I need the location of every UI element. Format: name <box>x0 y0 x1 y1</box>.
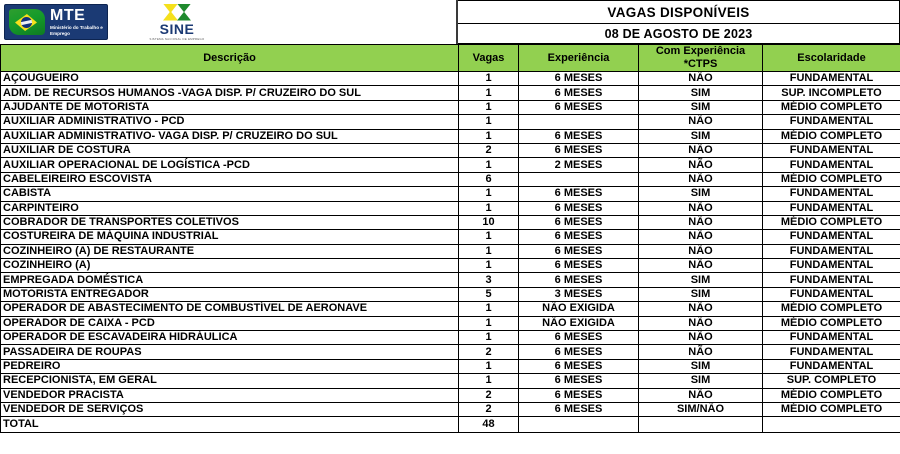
cell-ctps: NÃO <box>639 215 763 229</box>
title-zone <box>458 0 900 44</box>
cell-descricao: CABELEIREIRO ESCOVISTA <box>1 172 459 186</box>
cell-ctps: NÃO <box>639 244 763 258</box>
cell-vagas: 1 <box>459 302 519 316</box>
mte-logo <box>4 4 108 40</box>
cell-vagas: 1 <box>459 374 519 388</box>
page-title: VAGAS DISPONÍVEIS <box>458 0 900 23</box>
cell-escolaridade: FUNDAMENTAL <box>763 359 900 373</box>
cell-escolaridade: FUNDAMENTAL <box>763 201 900 215</box>
cell-descricao: CARPINTEIRO <box>1 201 459 215</box>
cell-experiencia: 6 MESES <box>519 244 639 258</box>
cell-vagas: 1 <box>459 115 519 129</box>
cell-escolaridade: FUNDAMENTAL <box>763 72 900 86</box>
logo-zone <box>0 0 458 44</box>
cell-ctps: SIM/NÃO <box>639 402 763 416</box>
cell-escolaridade: FUNDAMENTAL <box>763 331 900 345</box>
cell-ctps: SIM <box>639 100 763 114</box>
cell-experiencia: 6 MESES <box>519 129 639 143</box>
cell-experiencia: 2 MESES <box>519 158 639 172</box>
cell-ctps: NÃO <box>639 230 763 244</box>
table-row <box>1 259 900 273</box>
cell-total-escolaridade <box>763 417 900 433</box>
cell-experiencia: 6 MESES <box>519 388 639 402</box>
cell-ctps: NÃO <box>639 316 763 330</box>
cell-descricao: OPERADOR DE ESCAVADEIRA HIDRÁULICA <box>1 331 459 345</box>
sine-mark-icon <box>163 4 191 21</box>
cell-vagas: 1 <box>459 316 519 330</box>
cell-experiencia: 6 MESES <box>519 331 639 345</box>
column-header-com-experiencia-ctps <box>639 45 763 72</box>
cell-descricao: AUXILIAR ADMINISTRATIVO - PCD <box>1 115 459 129</box>
cell-escolaridade: MÉDIO COMPLETO <box>763 388 900 402</box>
ctps-header-line2: *CTPS <box>683 58 718 70</box>
table-row <box>1 402 900 416</box>
cell-ctps: NÃO <box>639 388 763 402</box>
cell-ctps: NÃO <box>639 115 763 129</box>
cell-experiencia: NÃO EXIGIDA <box>519 302 639 316</box>
cell-experiencia: 6 MESES <box>519 143 639 157</box>
cell-ctps: NÃO <box>639 201 763 215</box>
table-row <box>1 359 900 373</box>
cell-ctps: SIM <box>639 273 763 287</box>
cell-experiencia: NÃO EXIGIDA <box>519 316 639 330</box>
cell-ctps: SIM <box>639 187 763 201</box>
table-row <box>1 187 900 201</box>
table-row <box>1 302 900 316</box>
cell-descricao: COBRADOR DE TRANSPORTES COLETIVOS <box>1 215 459 229</box>
cell-vagas: 1 <box>459 230 519 244</box>
mte-subtitle: Ministério do Trabalho e Emprego <box>50 24 103 36</box>
cell-experiencia <box>519 172 639 186</box>
cell-experiencia: 3 MESES <box>519 287 639 301</box>
cell-escolaridade: FUNDAMENTAL <box>763 259 900 273</box>
cell-experiencia: 6 MESES <box>519 187 639 201</box>
cell-escolaridade: SUP. COMPLETO <box>763 374 900 388</box>
cell-descricao: PEDREIRO <box>1 359 459 373</box>
cell-experiencia: 6 MESES <box>519 201 639 215</box>
cell-vagas: 2 <box>459 388 519 402</box>
cell-escolaridade: FUNDAMENTAL <box>763 230 900 244</box>
cell-experiencia: 6 MESES <box>519 230 639 244</box>
cell-experiencia: 6 MESES <box>519 215 639 229</box>
cell-ctps: NÃO <box>639 259 763 273</box>
cell-experiencia <box>519 115 639 129</box>
cell-descricao: COZINHEIRO (A) <box>1 259 459 273</box>
table-body <box>1 72 900 433</box>
cell-ctps: NÃO <box>639 331 763 345</box>
cell-ctps: SIM <box>639 359 763 373</box>
table-row <box>1 172 900 186</box>
cell-vagas: 1 <box>459 72 519 86</box>
cell-vagas: 10 <box>459 215 519 229</box>
cell-ctps: NÃO <box>639 172 763 186</box>
cell-total-vagas: 48 <box>459 417 519 433</box>
table-head <box>1 45 900 72</box>
cell-vagas: 1 <box>459 187 519 201</box>
cell-vagas: 1 <box>459 86 519 100</box>
cell-total-experiencia <box>519 417 639 433</box>
sheet-top-band <box>0 0 900 44</box>
cell-descricao: OPERADOR DE ABASTECIMENTO DE COMBUSTÍVEL DE AERONAVE <box>1 302 459 316</box>
cell-escolaridade: MÉDIO COMPLETO <box>763 172 900 186</box>
table-row <box>1 215 900 229</box>
page-date: 08 DE AGOSTO DE 2023 <box>458 23 900 44</box>
cell-descricao: CABISTA <box>1 187 459 201</box>
cell-escolaridade: MÉDIO COMPLETO <box>763 316 900 330</box>
column-header-escolaridade: Escolaridade <box>763 45 900 72</box>
cell-escolaridade: FUNDAMENTAL <box>763 158 900 172</box>
cell-escolaridade: MÉDIO COMPLETO <box>763 100 900 114</box>
cell-experiencia: 6 MESES <box>519 72 639 86</box>
sine-wordmark: SINE <box>159 20 195 37</box>
cell-descricao: VENDEDOR PRACISTA <box>1 388 459 402</box>
cell-descricao: VENDEDOR DE SERVIÇOS <box>1 402 459 416</box>
cell-escolaridade: SUP. INCOMPLETO <box>763 86 900 100</box>
cell-experiencia: 6 MESES <box>519 259 639 273</box>
cell-escolaridade: MÉDIO COMPLETO <box>763 215 900 229</box>
ctps-header-line1: Com Experiência <box>655 45 746 57</box>
table-row <box>1 115 900 129</box>
cell-vagas: 1 <box>459 129 519 143</box>
sine-logo <box>146 2 208 42</box>
cell-descricao: EMPREGADA DOMÉSTICA <box>1 273 459 287</box>
cell-total-ctps <box>639 417 763 433</box>
table-row <box>1 230 900 244</box>
mte-acronym: MTE <box>50 6 86 24</box>
column-header-experiencia: Experiência <box>519 45 639 72</box>
column-header-vagas: Vagas <box>459 45 519 72</box>
cell-ctps: NÃO <box>639 302 763 316</box>
cell-escolaridade: FUNDAMENTAL <box>763 115 900 129</box>
cell-vagas: 2 <box>459 345 519 359</box>
table-row <box>1 331 900 345</box>
cell-descricao: RECEPCIONISTA, EM GERAL <box>1 374 459 388</box>
table-row <box>1 158 900 172</box>
cell-experiencia: 6 MESES <box>519 86 639 100</box>
cell-ctps: SIM <box>639 374 763 388</box>
cell-ctps: SIM <box>639 86 763 100</box>
cell-vagas: 1 <box>459 201 519 215</box>
cell-experiencia: 6 MESES <box>519 359 639 373</box>
table-row <box>1 388 900 402</box>
cell-experiencia: 6 MESES <box>519 345 639 359</box>
cell-escolaridade: FUNDAMENTAL <box>763 345 900 359</box>
cell-escolaridade: FUNDAMENTAL <box>763 187 900 201</box>
cell-descricao: PASSADEIRA DE ROUPAS <box>1 345 459 359</box>
cell-vagas: 5 <box>459 287 519 301</box>
sine-tagline: SISTEMA NACIONAL DE EMPREGO <box>149 36 205 41</box>
cell-escolaridade: MÉDIO COMPLETO <box>763 302 900 316</box>
cell-experiencia: 6 MESES <box>519 402 639 416</box>
cell-descricao: OPERADOR DE CAIXA - PCD <box>1 316 459 330</box>
cell-ctps: SIM <box>639 129 763 143</box>
table-row <box>1 244 900 258</box>
cell-ctps: NÃO <box>639 158 763 172</box>
cell-escolaridade: FUNDAMENTAL <box>763 287 900 301</box>
table-row <box>1 86 900 100</box>
cell-experiencia: 6 MESES <box>519 374 639 388</box>
cell-escolaridade: FUNDAMENTAL <box>763 143 900 157</box>
cell-descricao: AUXILIAR DE COSTURA <box>1 143 459 157</box>
cell-vagas: 6 <box>459 172 519 186</box>
cell-vagas: 1 <box>459 158 519 172</box>
cell-escolaridade: FUNDAMENTAL <box>763 244 900 258</box>
cell-vagas: 1 <box>459 244 519 258</box>
brazil-flag-icon <box>8 7 46 37</box>
cell-descricao: AUXILIAR OPERACIONAL DE LOGÍSTICA -PCD <box>1 158 459 172</box>
table-row <box>1 100 900 114</box>
cell-vagas: 1 <box>459 331 519 345</box>
table-row <box>1 201 900 215</box>
cell-descricao: AÇOUGUEIRO <box>1 72 459 86</box>
cell-descricao: COSTUREIRA DE MÁQUINA INDUSTRIAL <box>1 230 459 244</box>
header-row <box>1 45 900 72</box>
vacancies-table <box>0 44 900 433</box>
cell-descricao: COZINHEIRO (A) DE RESTAURANTE <box>1 244 459 258</box>
cell-experiencia: 6 MESES <box>519 273 639 287</box>
table-row <box>1 129 900 143</box>
column-header-descricao: Descrição <box>1 45 459 72</box>
table-row <box>1 273 900 287</box>
cell-ctps: SIM <box>639 287 763 301</box>
cell-escolaridade: FUNDAMENTAL <box>763 273 900 287</box>
cell-descricao: ADM. DE RECURSOS HUMANOS -VAGA DISP. P/ CRUZEIRO DO SUL <box>1 86 459 100</box>
cell-escolaridade: MÉDIO COMPLETO <box>763 129 900 143</box>
cell-ctps: NÃO <box>639 345 763 359</box>
cell-vagas: 1 <box>459 259 519 273</box>
cell-vagas: 2 <box>459 143 519 157</box>
cell-experiencia: 6 MESES <box>519 100 639 114</box>
cell-descricao: MOTORISTA ENTREGADOR <box>1 287 459 301</box>
table-row <box>1 287 900 301</box>
table-row <box>1 316 900 330</box>
cell-ctps: NÃO <box>639 72 763 86</box>
table-row <box>1 345 900 359</box>
cell-descricao: AJUDANTE DE MOTORISTA <box>1 100 459 114</box>
table-row <box>1 374 900 388</box>
cell-vagas: 1 <box>459 359 519 373</box>
table-row <box>1 143 900 157</box>
table-row <box>1 72 900 86</box>
cell-escolaridade: MÉDIO COMPLETO <box>763 402 900 416</box>
cell-descricao: AUXILIAR ADMINISTRATIVO- VAGA DISP. P/ CRUZEIRO DO SUL <box>1 129 459 143</box>
cell-ctps: NÃO <box>639 143 763 157</box>
cell-total-label: TOTAL <box>1 417 459 433</box>
cell-vagas: 3 <box>459 273 519 287</box>
total-row <box>1 417 900 433</box>
cell-vagas: 1 <box>459 100 519 114</box>
cell-vagas: 2 <box>459 402 519 416</box>
